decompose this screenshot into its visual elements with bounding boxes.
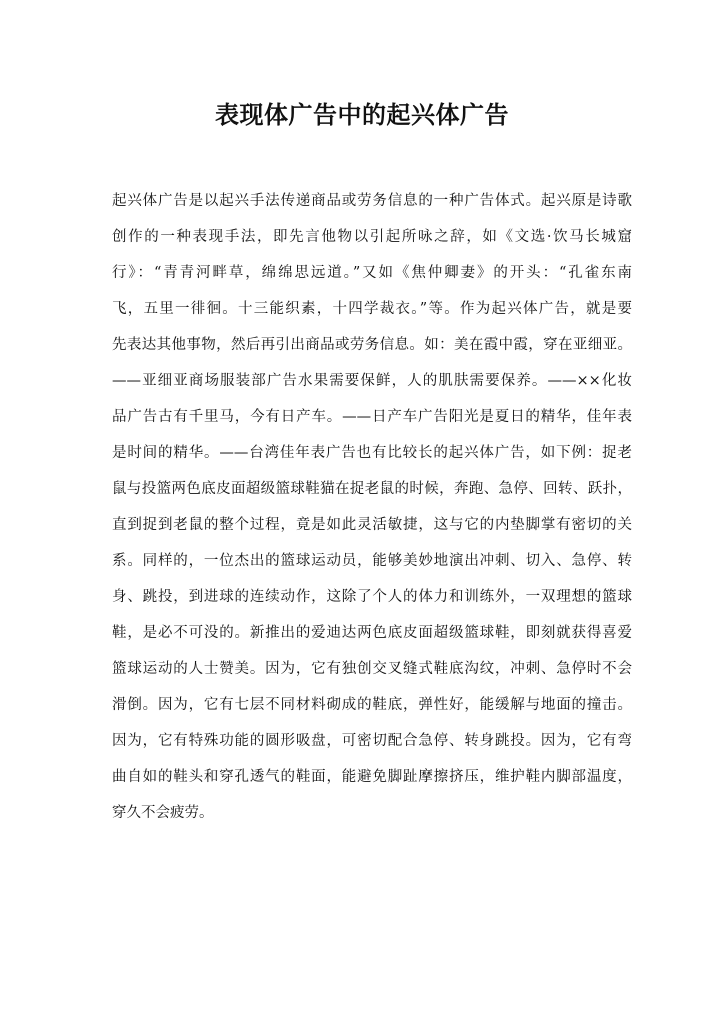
body-line: 鼠与投篮两色底皮面超级篮球鞋猫在捉老鼠的时候，奔跑、急停、回转、跃扑， xyxy=(112,481,632,497)
body-line: 滑倒。因为，它有七层不同材料砌成的鞋底，弹性好，能缓解与地面的撞击。 xyxy=(112,697,632,713)
body-line: 直到捉到老鼠的整个过程，竟是如此灵活敏捷，这与它的内垫脚掌有密切的关 xyxy=(112,517,632,533)
body-line: 鞋，是必不可没的。新推出的爱迪达两色底皮面超级篮球鞋，即刻就获得喜爱 xyxy=(112,625,632,641)
body-line: 曲自如的鞋头和穿孔透气的鞋面，能避免脚趾摩擦挤压，维护鞋内脚部温度， xyxy=(112,769,632,785)
body-line: ——亚细亚商场服装部广告水果需要保鲜，人的肌肤需要保养。——××化妆 xyxy=(112,373,632,389)
body-line: 飞，五里一徘徊。十三能织素，十四学裁衣。”等。作为起兴体广告，就是要 xyxy=(112,301,632,317)
document-body xyxy=(112,186,632,834)
body-line: 篮球运动的人士赞美。因为，它有独创交叉缝式鞋底沟纹，冲刺、急停时不会 xyxy=(112,661,632,677)
body-line: 创作的一种表现手法，即先言他物以引起所咏之辞，如《文选·饮马长城窟 xyxy=(112,229,632,245)
body-line: 身、跳投，到进球的连续动作，这除了个人的体力和训练外，一双理想的篮球 xyxy=(112,589,632,605)
document-title: 表现体广告中的起兴体广告 xyxy=(215,100,509,129)
body-line: 品广告古有千里马，今有日产车。——日产车广告阳光是夏日的精华，佳年表 xyxy=(112,409,632,425)
body-line: 因为，它有特殊功能的圆形吸盘，可密切配合急停、转身跳投。因为，它有弯 xyxy=(112,733,632,749)
body-line: 系。同样的，一位杰出的篮球运动员，能够美妙地演出冲刺、切入、急停、转 xyxy=(112,553,632,569)
body-line: 是时间的精华。——台湾佳年表广告也有比较长的起兴体广告，如下例：捉老 xyxy=(112,445,632,461)
body-line: 先表达其他事物，然后再引出商品或劳务信息。如：美在霞中霞，穿在亚细亚。 xyxy=(112,337,632,353)
body-line: 行》：“青青河畔草，绵绵思远道。”又如《焦仲卿妻》的开头：“孔雀东南 xyxy=(112,265,632,281)
body-line: 起兴体广告是以起兴手法传递商品或劳务信息的一种广告体式。起兴原是诗歌 xyxy=(112,193,632,209)
body-line: 穿久不会疲劳。 xyxy=(112,805,214,821)
